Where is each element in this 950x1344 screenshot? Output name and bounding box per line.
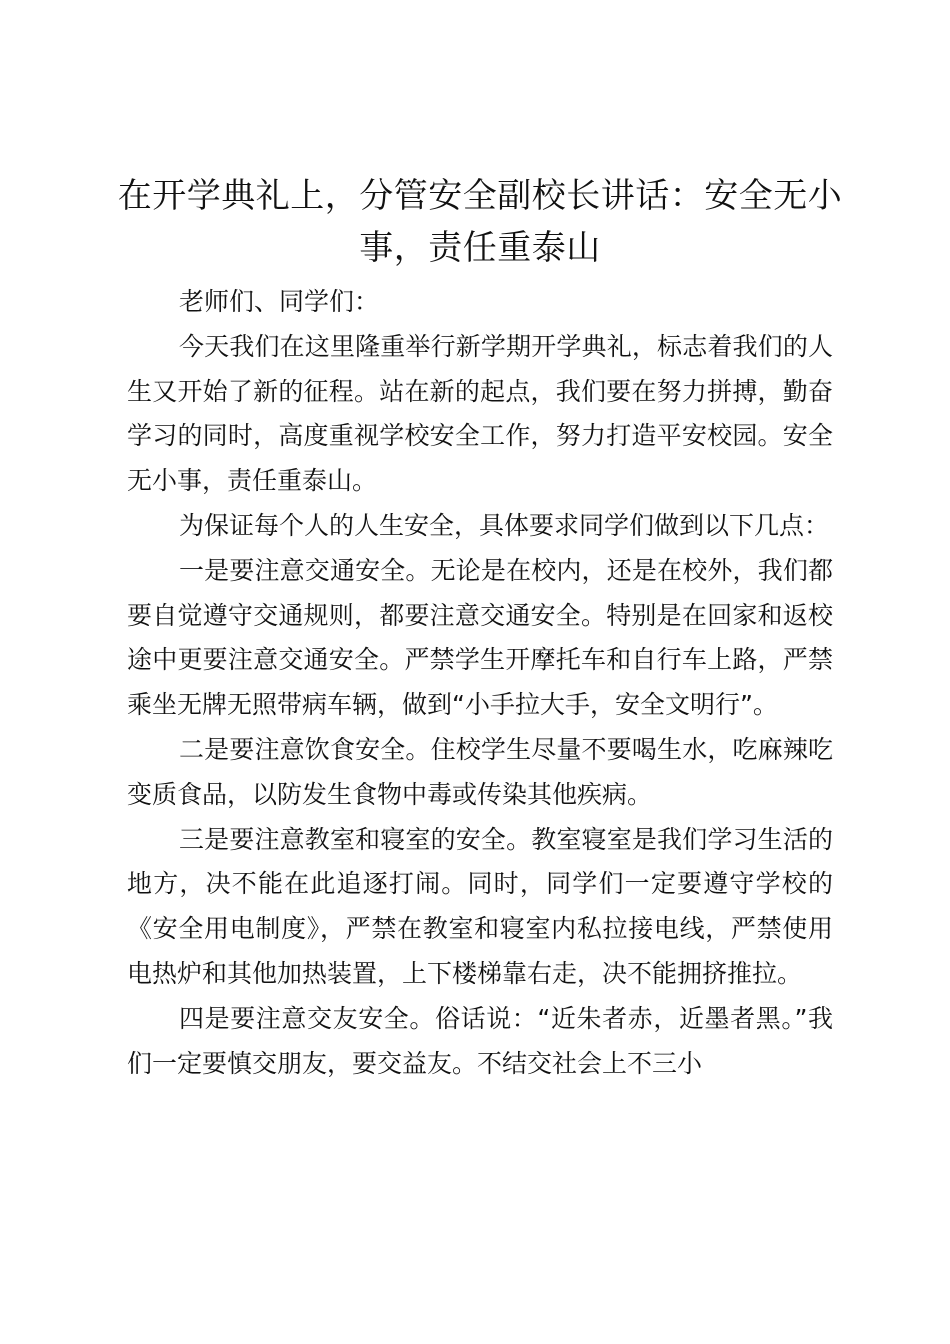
dorm-safety-paragraph: 三是要注意教室和寝室的安全。教室寝室是我们学习生活的地方，决不能在此追逐打闹。同时，同学们一定要遵守学校的《安全用电制度》，严禁在教室和寝室内私拉接电线，严禁使用电热炉和其他加热装置，上下楼梯靠右走，决不能拥挤推拉。 — [127, 824, 833, 988]
document-title: 在开学典礼上，分管安全副校长讲话：安全无小事，责任重泰山 — [117, 176, 843, 268]
food-safety-paragraph: 二是要注意饮食安全。住校学生尽量不要喝生水，吃麻辣吃变质食品，以防发生食物中毒或传染其他疾病。 — [127, 734, 833, 809]
traffic-safety-paragraph: 一是要注意交通安全。无论是在校内，还是在校外，我们都要自觉遵守交通规则，都要注意交通安全。特别是在回家和返校途中更要注意交通安全。严禁学生开摩托车和自行车上路，严禁乘坐无牌无照带病车辆，做到“小手拉大手，安全文明行”。 — [127, 555, 833, 720]
friendship-safety-paragraph: 四是要注意交友安全。俗话说：“近朱者赤，近墨者黑。”我们一定要慎交朋友，要交益友。不结交社会上不三小 — [127, 1003, 833, 1078]
intro-paragraph: 今天我们在这里隆重举行新学期开学典礼，标志着我们的人生又开始了新的征程。站在新的起点，我们要在努力拼搏，勤奋学习的同时，高度重视学校安全工作，努力打造平安校园。安全无小事，责任重泰山。 — [127, 331, 833, 496]
requirements-intro-paragraph: 为保证每个人的人生安全，具体要求同学们做到以下几点： — [179, 510, 830, 540]
greeting-paragraph: 老师们、同学们： — [179, 287, 380, 316]
document-body — [127, 280, 833, 1086]
